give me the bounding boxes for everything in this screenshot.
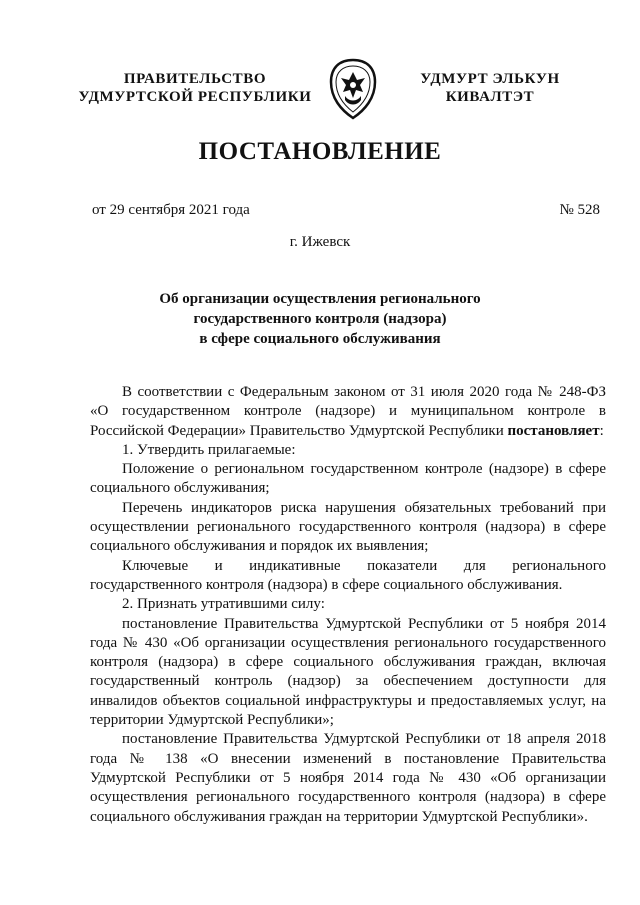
document-title: ПОСТАНОВЛЕНИЕ [198, 138, 442, 165]
approved-key-indicators-paragraph: Ключевые и индикативные показатели для регионального государственного контроля (надзора) в сфере социального обслуживания. [90, 557, 606, 593]
preamble-text: В соответствии с Федеральным законом от 31 июля 2020 года № 248-ФЗ «О государственном контроле (надзоре) и муниципальном контроле в Российской Федерации» Правительство Удмуртской Республики [90, 384, 606, 439]
document-subject [0, 289, 640, 349]
approved-regulation-paragraph: Положение о региональном государственном контроле (надзоре) в сфере социального обслуживания; [90, 461, 606, 497]
document-date: от 29 сентября 2021 года [92, 202, 250, 218]
repealed-resolution-430-paragraph: постановление Правительства Удмуртской Республики от 5 ноября 2014 года № 430 «Об организации осуществления регионального государственного контроля (надзора) в сфере социального обслуживания граждан, включая государственный контроль (надзор) за обеспечением доступности для инвалидов объектов социальной инфраструктуры и предоставляемых услуг, на территории Удмуртской Республики»; [90, 615, 606, 729]
preamble-end: : [599, 422, 604, 439]
document-body [90, 383, 606, 827]
subject-line1: Об организации осуществления регионального [159, 291, 481, 307]
government-name-line2: УДМУРТСКОЙ РЕСПУБЛИКИ [78, 89, 312, 105]
repealed-resolution-138-paragraph: постановление Правительства Удмуртской Республики от 18 апреля 2018 года № 138 «О внесении изменений в постановление Правительства Удмуртской Республики от 5 ноября 2014 года № 430 «Об организации осуществления регионального государственного контроля (надзора) в сфере социального обслуживания граждан на территории Удмуртской Республики». [90, 731, 606, 825]
government-name-line1: ПРАВИТЕЛЬСТВО [123, 71, 267, 87]
document-city: г. Ижевск [289, 234, 351, 250]
subject-line3: в сфере социального обслуживания [199, 331, 441, 347]
subject-line2: государственного контроля (надзора) [193, 311, 447, 327]
preamble-paragraph [90, 383, 606, 441]
preamble-verb: постановляет [507, 422, 600, 439]
coat-of-arms-icon [327, 58, 379, 120]
government-name-udmurt-line2: КИВАЛТЭТ [445, 89, 535, 105]
item-1-paragraph: 1. Утвердить прилагаемые: [122, 441, 296, 458]
item-2-paragraph: 2. Признать утратившими силу: [122, 596, 325, 613]
government-name-udmurt [400, 70, 580, 106]
government-name-russian [70, 70, 320, 106]
government-name-udmurt-line1: УДМУРТ ЭЛЬКУН [420, 71, 560, 87]
document-number: № 528 [559, 202, 600, 218]
approved-risk-indicators-paragraph: Перечень индикаторов риска нарушения обязательных требований при осуществлении регионального государственного контроля (надзора) в сфере социального обслуживания и порядок их выявления; [90, 499, 606, 555]
